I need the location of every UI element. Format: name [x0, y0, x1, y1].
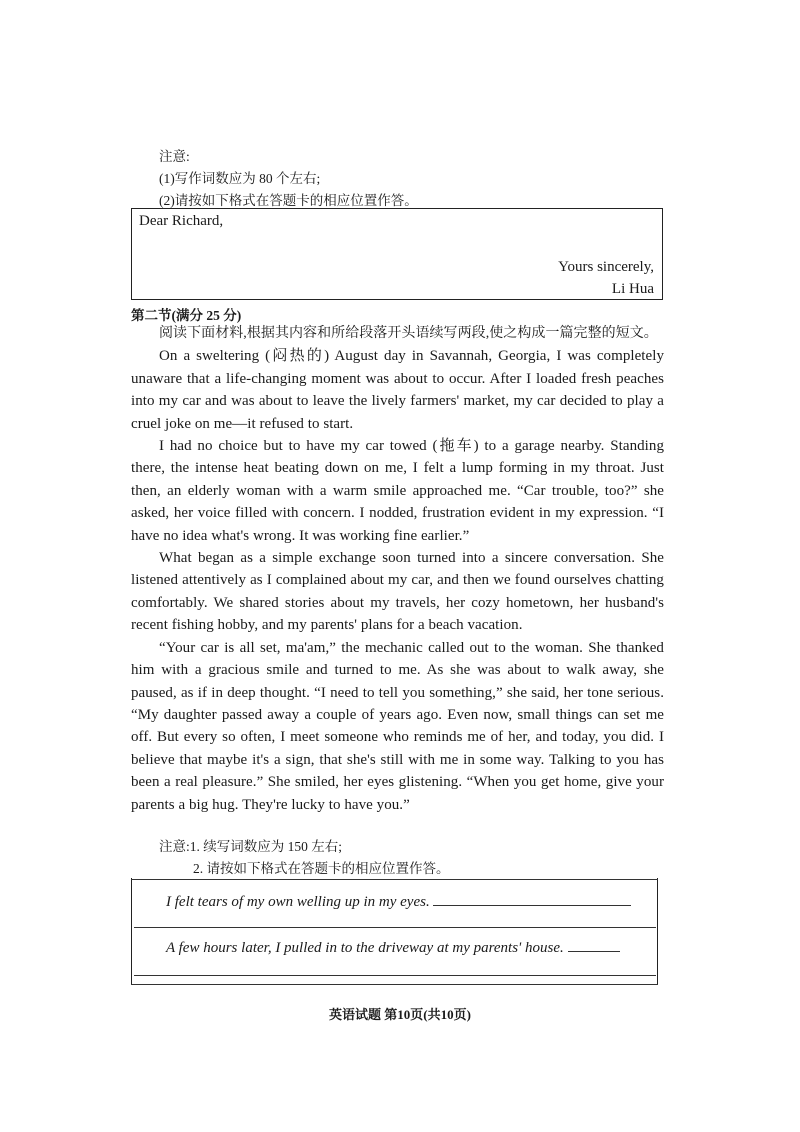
continuation-notes-label: 注意:: [159, 839, 190, 854]
answer-line-1: [134, 927, 656, 928]
letter-signature: Li Hua: [611, 281, 654, 297]
paragraph-starter-1: [166, 891, 631, 911]
letter-salutation: Dear Richard,: [139, 213, 224, 229]
continuation-note-1: 1. 续写词数应为 150 左右;: [189, 839, 343, 854]
letter-closing: Yours sincerely,: [558, 259, 654, 275]
passage-paragraph-2: I had no choice but to have my car towed (拖车) to a garage nearby. Standing there, the intense heat beating down on me, I felt a lump forming in my throat. Just then, an elderly woman with a warm smile approached me. “Car trouble, too?” she asked, her voice filled with concern. I nodded, frustration evident in my expression. “I have no idea what's wrong. It was working fine earlier.”: [131, 438, 664, 544]
section2-heading: 第二节(满分 25 分): [131, 308, 242, 323]
passage-paragraph-4: “Your car is all set, ma'am,” the mechanic called out to the woman. She thanked him with a gracious smile and turned to me. As she was about to walk away, she paused, as if in deep thought. “I need to tell you something,” she said, her tone serious. “My daughter passed away a couple of years ago. Even now, small things can set me off. But every so often, I meet someone who reminds me of her, and today, you did. I believe that maybe it's a sign, that she's still with me in some way. Talking to you has been a real pleasure.” She smiled, her eyes glistening. “When you get home, give your parents a big hug. They're lucky to have you.”: [131, 639, 664, 813]
reading-passage: [131, 323, 664, 816]
box-top-rule: [131, 879, 658, 880]
notes-item-2: (2)请按如下格式在答题卡的相应位置作答。: [159, 193, 418, 208]
passage-paragraph-1: On a sweltering (闷热的) August day in Savannah, Georgia, I was completely unaware that a life-changing moment was about to occur. After I loaded fresh peaches into my car and was about to leave the lively farmers' market, my car decided to play a cruel joke on me—it refused to start.: [131, 348, 664, 432]
continuation-note-2: 2. 请按如下格式在答题卡的相应位置作答。: [193, 861, 450, 876]
section2-instruction: 阅读下面材料,根据其内容和所给段落开头语续写两段,使之构成一篇完整的短文。: [159, 326, 658, 341]
starter-2-text: A few hours later, I pulled in to the driveway at my parents' house.: [166, 940, 564, 956]
answer-line-2: [134, 975, 656, 976]
notes-item-1: (1)写作词数应为 80 个左右;: [159, 171, 321, 186]
notes-label: 注意:: [159, 149, 190, 164]
box-bottom-rule: [131, 984, 658, 985]
passage-paragraph-3: What began as a simple exchange soon turned into a sincere conversation. She listened attentively as I complained about my car, and then we found ourselves chatting comfortably. We shared stories about my travels, her cozy hometown, her husband's recent fishing hobby, and my parents' plans for a beach vacation.: [131, 550, 664, 634]
starter-1-blank: [433, 891, 631, 906]
starter-1-text: I felt tears of my own welling up in my eyes.: [166, 894, 430, 910]
page-footer: 英语试题 第10页(共10页): [329, 1007, 471, 1022]
paragraph-starter-2: [166, 937, 620, 957]
letter-answer-box: [131, 208, 663, 300]
starter-2-blank: [568, 937, 620, 952]
continuation-notes: [159, 836, 450, 880]
writing-notes: [159, 146, 418, 212]
